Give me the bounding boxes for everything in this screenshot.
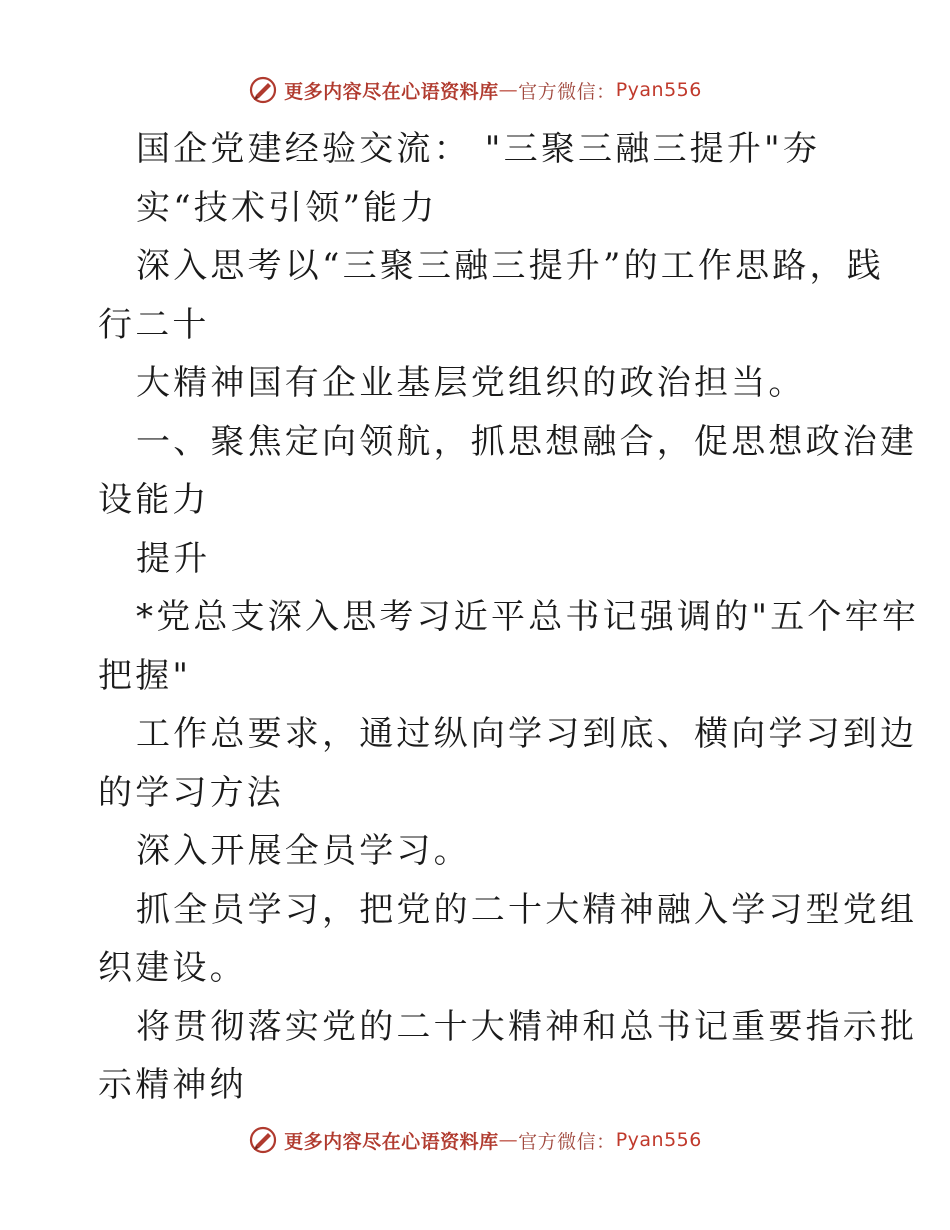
document-body xyxy=(98,120,920,1115)
section-heading-line: 一、聚焦定向领航，抓思想融合，促思想政治建 xyxy=(136,421,918,462)
footer-wechat-label: 官方微信： xyxy=(518,1130,616,1153)
footer-wechat-id: Pyan556 xyxy=(615,1129,702,1151)
header-wechat-id: Pyan556 xyxy=(615,79,702,101)
footer-watermark-banner xyxy=(0,1120,950,1160)
paragraph-line: 深入开展全员学习。 xyxy=(136,831,471,871)
paragraph-line: 行二十 xyxy=(98,304,210,345)
brand-logo-icon xyxy=(248,75,278,105)
paragraph-line: 的学习方法 xyxy=(98,772,284,813)
header-brand-text: 更多内容尽在心语资料库 xyxy=(284,80,499,103)
footer-brand-text: 更多内容尽在心语资料库 xyxy=(284,1130,499,1153)
brand-logo-icon xyxy=(248,1125,278,1155)
footer-dash: — xyxy=(498,1129,519,1151)
paragraph-line: 抓全员学习，把党的二十大精神融入学习型党组 xyxy=(136,889,918,930)
paragraph-line: 深入思考以“三聚三融三提升”的工作思路，践 xyxy=(136,246,884,286)
paragraph-line: *党总支深入思考习近平总书记强调的"五个牢牢 xyxy=(136,597,920,637)
paragraph-line: 把握" xyxy=(98,655,192,696)
paragraph-line: 将贯彻落实党的二十大精神和总书记重要指示批 xyxy=(136,1006,918,1047)
header-dash: — xyxy=(498,79,519,101)
header-wechat-label: 官方微信： xyxy=(518,80,616,103)
paragraph-line: 大精神国有企业基层党组织的政治担当。 xyxy=(136,363,806,403)
section-heading-line: 设能力 xyxy=(98,480,210,520)
paragraph-line: 工作总要求，通过纵向学习到底、横向学习到边 xyxy=(136,714,918,754)
paragraph-line: 示精神纳 xyxy=(98,1065,247,1105)
header-watermark-banner xyxy=(0,70,950,110)
title-line-2: 实“技术引领”能力 xyxy=(136,187,438,228)
section-heading-line: 提升 xyxy=(136,538,211,579)
paragraph-line: 织建设。 xyxy=(98,948,247,988)
title-line-1: 国企党建经验交流： "三聚三融三提升"夯 xyxy=(136,129,821,169)
